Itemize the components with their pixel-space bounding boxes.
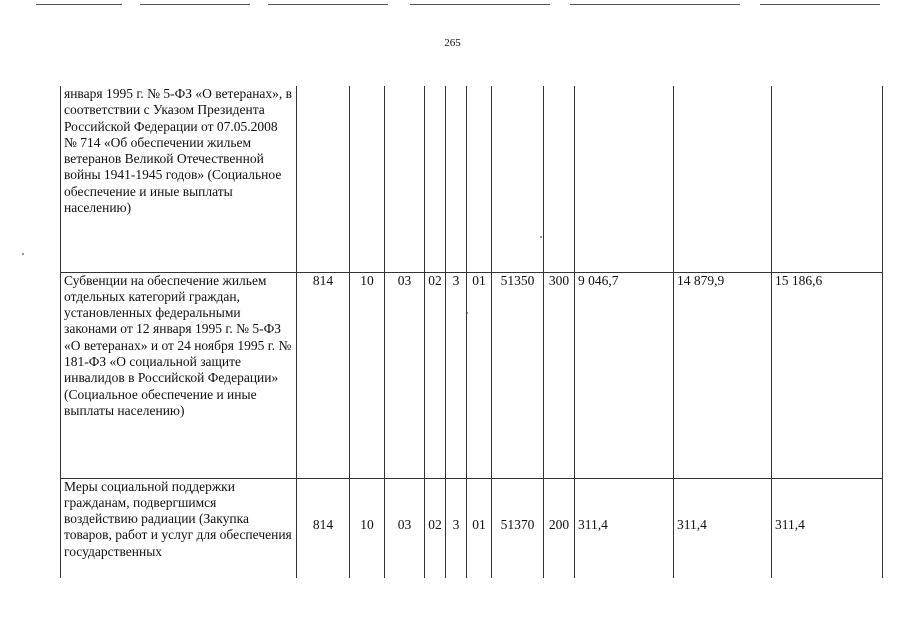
row-description: Субвенции на обеспечение жильем отдельных категорий граждан, установленных федеральными законами от 12 января 1995 г. № 5-ФЗ «О ветеранах» и от 24 ноября 1995 г. № 181-ФЗ «О социальной защите инвалидов в Российской Федерации» (Социальное обеспечение и иные выплаты населению) — [61, 272, 297, 478]
cell-vr: 200 — [544, 478, 575, 578]
cell-cs3: 01 — [467, 272, 492, 478]
scan-top-line — [760, 4, 880, 5]
cell-cs4 — [492, 86, 544, 272]
scan-top-line — [36, 4, 122, 5]
cell-rz — [350, 86, 385, 272]
cell-rz: 10 — [350, 272, 385, 478]
cell-cs3: 01 — [467, 478, 492, 578]
cell-cs1 — [425, 86, 446, 272]
row-description: Меры социальной поддержки гражданам, подвергшимся воздействию радиации (Закупка товаров, работ и услуг для обеспечения государственных — [61, 478, 297, 578]
cell-pr: 03 — [385, 478, 425, 578]
cell-cs4: 51350 — [492, 272, 544, 478]
cell-rz: 10 — [350, 478, 385, 578]
cell-pr: 03 — [385, 272, 425, 478]
cell-sum-3 — [772, 86, 883, 272]
cell-cs1: 02 — [425, 272, 446, 478]
cell-sum-2 — [674, 86, 772, 272]
cell-gr — [297, 86, 350, 272]
cell-cs4: 51370 — [492, 478, 544, 578]
cell-sum-2: 14 879,9 — [674, 272, 772, 478]
table-row — [61, 478, 883, 578]
table-row — [61, 86, 883, 272]
scan-top-line — [268, 4, 388, 5]
cell-cs2: 3 — [446, 272, 467, 478]
scan-top-line — [140, 4, 250, 5]
cell-cs3 — [467, 86, 492, 272]
scan-speck — [22, 253, 24, 255]
table-row — [61, 272, 883, 478]
cell-gr: 814 — [297, 478, 350, 578]
cell-sum-1: 311,4 — [575, 478, 674, 578]
row-description: января 1995 г. № 5-ФЗ «О ветеранах», в соответствии с Указом Президента Российской Федерации от 07.05.2008 № 714 «Об обеспечении жильем ветеранов Великой Отечественной войны 1941-1945 годов» (Социальное обеспечение и иные выплаты населению) — [61, 86, 297, 272]
cell-sum-2: 311,4 — [674, 478, 772, 578]
cell-vr — [544, 86, 575, 272]
cell-cs2: 3 — [446, 478, 467, 578]
budget-table — [60, 86, 883, 578]
cell-gr: 814 — [297, 272, 350, 478]
cell-cs1: 02 — [425, 478, 446, 578]
cell-pr — [385, 86, 425, 272]
scan-top-line — [570, 4, 740, 5]
cell-sum-1 — [575, 86, 674, 272]
page-number: 265 — [444, 37, 461, 49]
cell-sum-3: 311,4 — [772, 478, 883, 578]
cell-sum-3: 15 186,6 — [772, 272, 883, 478]
cell-sum-1: 9 046,7 — [575, 272, 674, 478]
cell-vr: 300 — [544, 272, 575, 478]
scan-top-line — [410, 4, 550, 5]
cell-cs2 — [446, 86, 467, 272]
